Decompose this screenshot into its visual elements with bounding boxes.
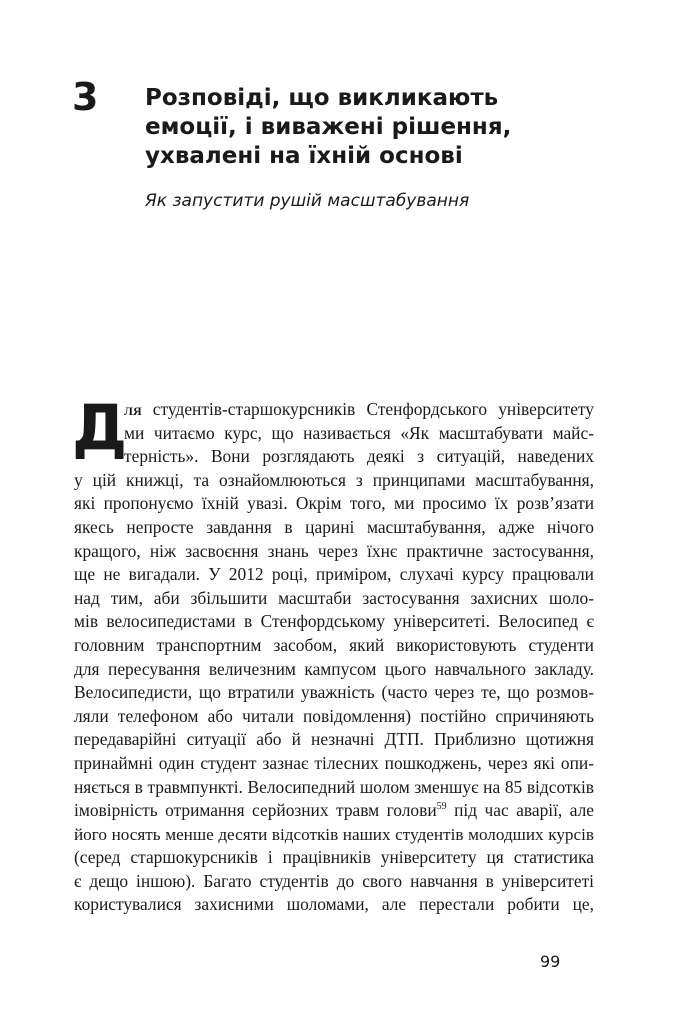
chapter-title-line: емоції, і виважені рішення, <box>145 114 512 140</box>
first-word: ля <box>124 399 142 419</box>
text-line: у цій книжці, та ознайомлюються з принципами масштабування, <box>74 469 594 490</box>
text-line: головним транспортним засобом, який використовують студенти <box>74 634 594 655</box>
text-line: кращого, ніж засвоєння знань через їхнє практичне застосування, <box>74 540 594 561</box>
chapter-title-line: ухвалені на їхній основі <box>145 143 463 169</box>
footnote-ref[interactable]: 59 <box>436 801 447 813</box>
text-line: (серед старшокурсників і працівників університету ця статистика <box>74 847 594 868</box>
chapter-subtitle: Як запустити рушій масштабування <box>145 191 470 211</box>
text-line: мів велосипедистами в Стенфордському університеті. Велосипед є <box>74 611 594 632</box>
chapter-number: 3 <box>72 75 99 119</box>
text-line: принаймні один студент зазнає тілесних пошкоджень, через які опи- <box>74 752 594 773</box>
text-line: няється в травмпункті. Велосипедний шолом зменшує на 85 відсотків <box>74 776 594 797</box>
text-line: терність». Вони розглядають деякі з ситуацій, наведених <box>124 446 594 467</box>
text-line: якесь непросте завдання в царині масштабування, адже нічого <box>74 516 594 537</box>
body-paragraph <box>72 391 594 917</box>
page-number: 99 <box>540 952 561 971</box>
text-line: є дещо іншою). Багато студентів до свого навчання в університеті <box>74 870 594 891</box>
text-line: користувалися захисними шоломами, але перестали робити це, <box>74 894 594 915</box>
text-line: ми читаємо курс, що називається «Як масштабувати майс- <box>124 422 594 443</box>
text-line: ля студентів-старшокурсників Стенфордського університету <box>124 399 594 419</box>
text-line: Велосипедисти, що втратили уважність (часто через те, що розмов- <box>74 682 594 703</box>
text-line: імовірність отримання серйозних травм голови$^{59}$ під час аварії, але <box>74 800 594 821</box>
chapter-title-line: Розповіді, що викликають <box>145 85 499 111</box>
text-line: передаварійні ситуації або й незначні ДТП. Приблизно щотижня <box>74 729 594 750</box>
chapter-title <box>145 84 615 171</box>
text-line: які пропонуємо їхній увазі. Окрім того, ми просимо їх розв’язати <box>74 493 594 514</box>
text-line: його носять менше десяти відсотків наших студентів молодших курсів <box>74 824 594 844</box>
text-line: над тим, аби збільшити масштаби застосування захисних шоло- <box>74 587 594 608</box>
drop-cap: Д <box>72 391 128 464</box>
text-line: ще не вигадали. У 2012 році, приміром, слухачі курсу працювали <box>74 564 594 585</box>
text-line: ляли телефоном або читали повідомлення) постійно спричиняють <box>74 705 594 726</box>
text-line: для пересування величезним кампусом цього навчального закладу. <box>74 658 594 679</box>
